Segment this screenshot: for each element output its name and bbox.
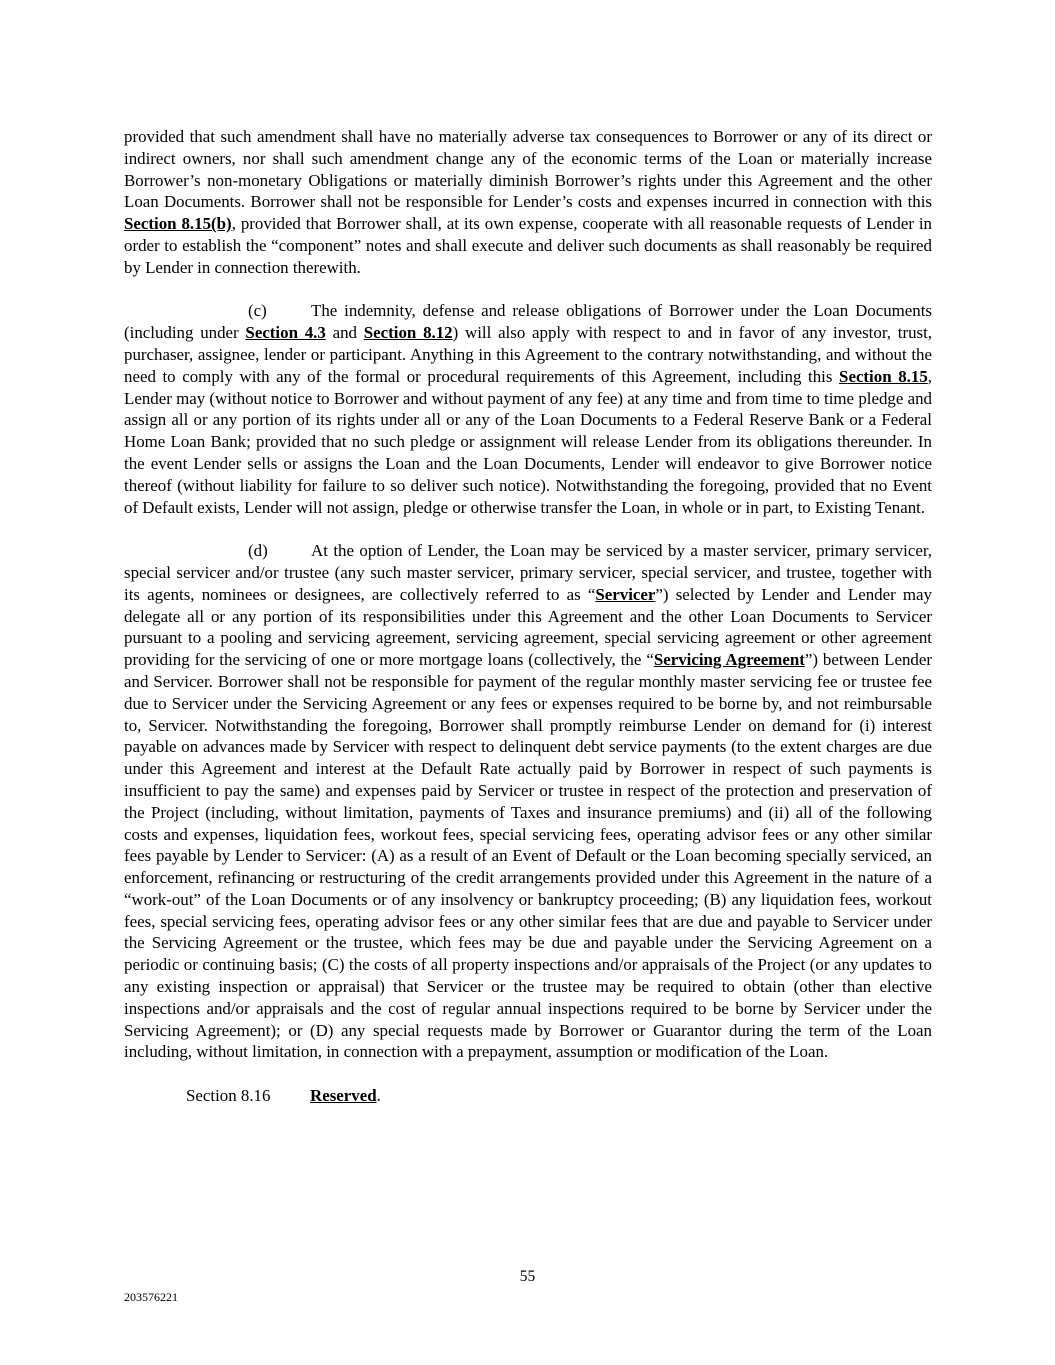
paragraph-c-text-2: and <box>325 323 364 343</box>
section-ref-8-15b: Section 8.15(b) <box>124 214 232 234</box>
defined-term-servicing-agreement: Servicing Agreement <box>653 650 805 670</box>
paragraph-d-text-2: ”) selected by Lender and Lender may delegate all or any portion of its responsibilities under this Agreement and the other Loan Documents to Servicer pursuant to a pooling and servicing agreement, servicing agreement, special servicing agreement or other agreement providing for the servicing of one or more mortgage loans (collectively, the “ <box>124 584 932 670</box>
paragraph-c <box>124 300 932 518</box>
paragraph-d-label: (d) <box>248 541 268 561</box>
paragraph-c-text-3: ) will also apply with respect to and in favor of any investor, trust, purchaser, assignee, lender or participant. Anything in this Agreement to the contrary notwithstanding, and without the need to comply with any of the formal or procedural requirements of this Agreement, including this <box>124 323 932 386</box>
section-8-16-title: Reserved <box>310 1086 377 1106</box>
section-8-16-number: Section 8.16 <box>186 1086 271 1106</box>
paragraph-b-continuation <box>124 126 932 279</box>
defined-term-servicer: Servicer <box>595 584 656 604</box>
section-8-16-period: . <box>376 1086 381 1106</box>
paragraph-c-label: (c) <box>248 301 267 321</box>
paragraph-c-text-1: The indemnity, defense and release obligations of Borrower under the Loan Documents (including under <box>124 301 932 343</box>
section-8-16-heading <box>124 1085 932 1107</box>
section-ref-4-3: Section 4.3 <box>245 323 326 343</box>
paragraph-b-text-2: , provided that Borrower shall, at its own expense, cooperate with all reasonable requests of Lender in order to establish the “component” notes and shall execute and deliver such documents as shall reasonably be required by Lender in connection therewith. <box>124 214 933 277</box>
paragraph-b-text-1: provided that such amendment shall have no materially adverse tax consequences to Borrower or any of its direct or indirect owners, nor shall such amendment change any of the economic terms of the Loan or materially increase Borrower’s non-monetary Obligations or materially diminish Borrower’s rights under this Agreement and the other Loan Documents. Borrower shall not be responsible for Lender’s costs and expenses incurred in connection with this <box>124 127 932 212</box>
section-ref-8-15: Section 8.15 <box>839 366 928 386</box>
paragraph-d-text-3: ”) between Lender and Servicer. Borrower shall not be responsible for payment of the regular monthly master servicing fee or trustee fee due to Servicer under the Servicing Agreement or any fees or expenses required to be borne by, and not reimbursable to, Servicer. Notwithstanding the foregoing, Borrower shall promptly reimburse Lender on demand for (i) interest payable on advances made by Servicer with respect to delinquent debt service payments (to the extent charges are due under this Agreement and interest at the Default Rate actually paid by Borrower in respect of such payments is insufficient to pay the same) and expenses paid by Servicer or trustee in respect of the protection and preservation of the Project (including, without limitation, payments of Taxes and insurance premiums) and (ii) all of the following costs and expenses, liquidation fees, workout fees, special servicing fees, operating advisor fees or any other similar fees payable by Lender to Servicer: (A) as a result of an Event of Default or the Loan becoming specially serviced, an enforcement, refinancing or restructuring of the credit arrangements provided under this Agreement in the nature of a “work-out” of the Loan Documents or of any insolvency or bankruptcy proceeding; (B) any liquidation fees, workout fees, special servicing fees, operating advisor fees or any other similar fees that are due and payable to Servicer under the Servicing Agreement or the trustee, which fees may be due and payable under the Servicing Agreement on a periodic or continuing basis; (C) the costs of all property inspections and/or appraisals of the Project (or any updates to any existing inspection or appraisal) that Servicer or the trustee may be required to obtain (other than elective inspections and/or appraisals and the cost of regular annual inspections required to be borne by Servicer under the Servicing Agreement); or (D) any special requests made by Borrower or Guarantor during the term of the Loan including, without limitation, in connection with a prepayment, assumption or modification of the Loan. <box>124 650 932 1062</box>
document-page <box>124 126 932 1107</box>
document-id: 203576221 <box>124 1290 178 1304</box>
section-ref-8-12: Section 8.12 <box>363 323 453 343</box>
paragraph-c-text-4: , Lender may (without notice to Borrower and without payment of any fee) at any time and from time to time pledge and assign all or any portion of its rights under all or any of the Loan Documents to a Federal Reserve Bank or a Federal Home Loan Bank; provided that no such pledge or assignment will release Lender from its obligations thereunder. In the event Lender sells or assigns the Loan and the Loan Documents, Lender will endeavor to give Borrower notice thereof (without liability for failure to so deliver such notice). Notwithstanding the foregoing, provided that no Event of Default exists, Lender will not assign, pledge or otherwise transfer the Loan, in whole or in part, to Existing Tenant. <box>124 366 932 517</box>
paragraph-d-text-1: At the option of Lender, the Loan may be serviced by a master servicer, primary servicer, special servicer and/or trustee (any such master servicer, primary servicer, special servicer, and trustee, together with its agents, nominees or designees, are collectively referred to as “ <box>124 541 932 604</box>
paragraph-d <box>124 540 932 1063</box>
page-number: 55 <box>519 1268 536 1285</box>
